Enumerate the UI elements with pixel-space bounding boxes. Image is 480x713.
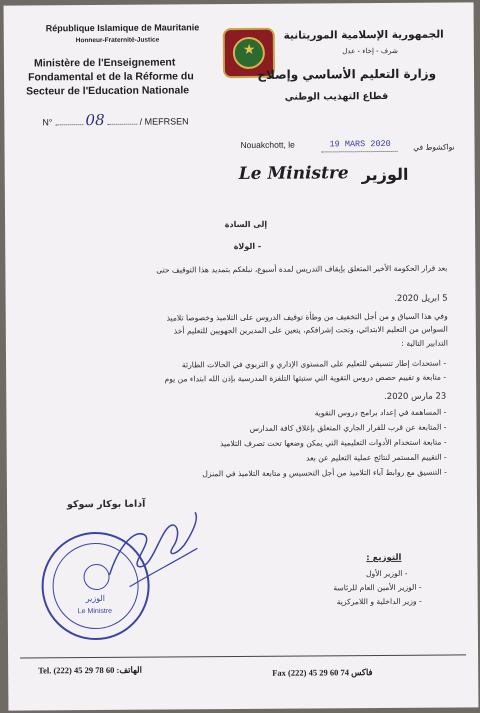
distribution-title: التوزيع : — [366, 552, 402, 564]
measure-item: - التنسيق مع روابط آباء التلاميذ من أجل التحسيس و متابعة التلاميذ في المنزل — [202, 467, 447, 479]
body-p1-line1: بعد قرار الحكومة الأخير المتعلق بإيقاف التدريس لمدة أسبوع، نبلغكم بتمديد هذا التوقيف حتى — [156, 263, 448, 275]
measure-item: - متابعة استخدام الأدوات التعليمية التي يمكن وضعها تحت تصرف التلاميذ — [220, 437, 447, 449]
place-fr: Nouakchott, le — [240, 139, 295, 150]
measure-item: - استحداث إطار تنسيقي للتعليم على المستوى الإداري و التربوي في الحالات الطارئة — [181, 358, 447, 370]
body-p1-line2: 5 ابريل 2020. — [394, 293, 448, 304]
body-p2-line3: التدابير التالية : — [401, 338, 448, 348]
measure-item: - متابعة و تقييم حصص دروس التقوية التي ستبثها التلفزة المدرسية بإذن الله ابتداء من يوم — [164, 372, 447, 384]
motto-fr: Honneur-Fraternité-Justice — [75, 36, 160, 45]
stamp-fr: Le Ministre — [77, 607, 113, 616]
distribution-item: - وزير الداخلية و اللامركزية — [336, 596, 422, 607]
footer-fax: Fax (222) 45 29 60 74 فاكس — [272, 667, 373, 678]
addressee-line1: إلى السادة — [224, 219, 268, 230]
sector-ar: قطاع التهذيب الوطني — [284, 90, 389, 103]
ministry-line2-fr: Fondamental et de la Réforme du — [28, 70, 194, 84]
measure-item: 23 مارس 2020. — [384, 391, 447, 403]
republic-name-ar: الجمهورية الإسلامية الموريتانية — [283, 28, 444, 42]
ministry-stamp-icon — [41, 532, 150, 641]
measure-item: - التقييم المستمر لنتائج عملية التعليم عن بعد — [306, 452, 447, 463]
ministry-ar: وزارة التعليم الأساسي وإصلاح — [257, 66, 437, 82]
measure-item: - المتابعة عن قرب للقرار الجاري المتعلق بإغلاق كافة المدارس — [249, 422, 447, 433]
body-p2-line1: وفي هذا السياق و من أجل التخفيف من وطأة توقيف الدروس على التلاميذ وخصوصا تلاميذ — [166, 311, 448, 323]
date-line — [321, 137, 397, 153]
title-fr: Le Ministre — [238, 163, 349, 185]
reference-number — [42, 110, 188, 129]
motto-ar: شرف - إخاء - عدل — [342, 46, 398, 56]
measure-item: - المساهمة في إعداد برامج دروس التقوية — [314, 407, 447, 418]
distribution-item: - الوزير الأمين العام للرئاسة — [333, 582, 422, 593]
stamp-ar: الوزير — [85, 593, 106, 604]
letter-page — [4, 2, 479, 710]
footer-rule — [20, 654, 466, 658]
ministry-line1-fr: Ministère de l'Enseignement — [33, 56, 176, 70]
republic-name-fr: République Islamique de Mauritanie — [45, 22, 200, 34]
body-p2-line2: السواس من التعليم الابتدائي، وتحت إشرافكم، يتعين على المديرين الجهويين للتعليم أخذ — [173, 324, 448, 336]
national-seal-icon: ★ — [223, 28, 275, 78]
place-ar: نواكشوط في — [413, 142, 455, 152]
ref-prefix: N° — [42, 117, 53, 128]
date-stamp: 19 MARS 2020 — [329, 138, 391, 150]
ministry-line3-fr: Secteur de l'Education Nationale — [26, 84, 190, 98]
addressee-line2: - الولاة — [233, 241, 262, 252]
signatory-name: آداما بوكار سوكو — [66, 498, 146, 511]
ref-suffix: / MEFRSEN — [139, 116, 189, 127]
distribution-item: - الوزير الأول — [365, 568, 408, 579]
title-ar: الوزير — [361, 164, 409, 185]
ref-handwritten-number: 08 — [85, 110, 105, 130]
footer-tel: Tel. (222) 45 29 78 60 :الهاتف — [38, 664, 142, 676]
